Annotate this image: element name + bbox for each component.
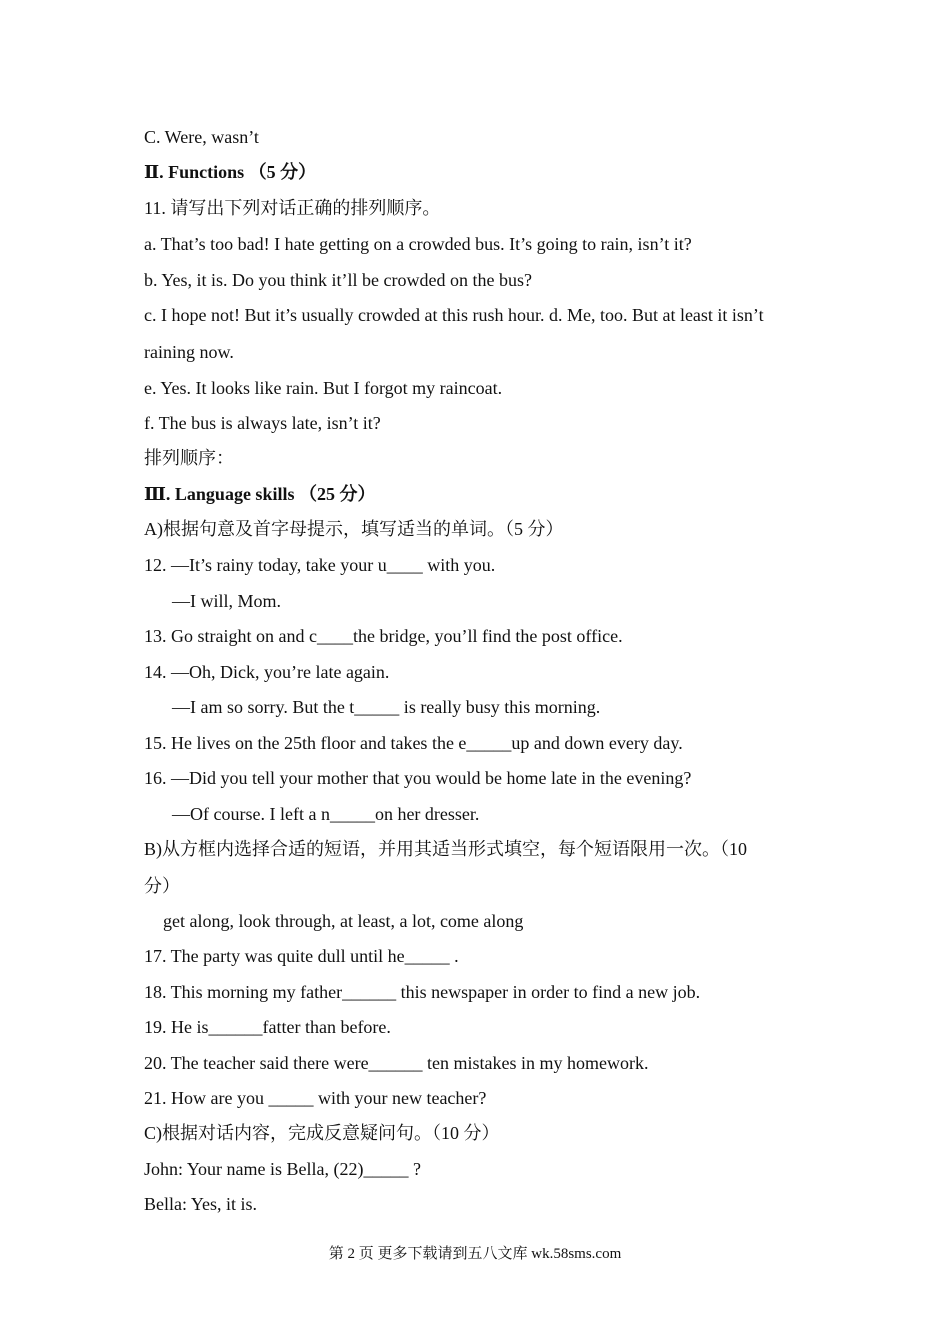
dialogue-line-f: f. The bus is always late, isn’t it? (144, 413, 381, 433)
question-18: 18. This morning my father______ this newspaper in order to find a new job. (144, 982, 701, 1002)
question-11: 11. 请写出下列对话正确的排列顺序。 (144, 198, 441, 218)
question-14-reply: —I am so sorry. But the t_____ is really busy this morning. (172, 697, 601, 717)
part-c-instruction: C)根据对话内容，完成反意疑问句。（10 分） (144, 1123, 500, 1143)
section-iii-heading: Ⅲ. Language skills （25 分） (144, 484, 376, 504)
part-b-instruction: B)从方框内选择合适的短语，并用其适当形式填空，每个短语限用一次。（10 (144, 839, 747, 859)
dialogue-line-e: e. Yes. It looks like rain. But I forgot my raincoat. (144, 378, 503, 398)
question-17: 17. The party was quite dull until he_____ . (144, 946, 459, 966)
dialogue-line-b: b. Yes, it is. Do you think it’ll be crowded on the bus? (144, 270, 532, 290)
question-12: 12. —It’s rainy today, take your u____ with you. (144, 555, 496, 575)
part-b-instruction-cont: 分） (144, 876, 180, 896)
question-19: 19. He is______fatter than before. (144, 1017, 391, 1037)
dialogue-line-c-d: c. I hope not! But it’s usually crowded at this rush hour. d. Me, too. But at least it isn’t (144, 305, 764, 325)
order-answer-label: 排列顺序： (144, 448, 234, 468)
option-c-line: C. Were, wasn’t (144, 127, 259, 147)
dialogue-bella: Bella: Yes, it is. (144, 1194, 258, 1214)
question-16: 16. —Did you tell your mother that you would be home late in the evening? (144, 768, 692, 788)
dialogue-line-c-d-cont: raining now. (144, 342, 234, 362)
section-ii-heading: Ⅱ. Functions （5 分） (144, 162, 317, 182)
question-21: 21. How are you _____ with your new teacher? (144, 1088, 487, 1108)
dialogue-john: John: Your name is Bella, (22)_____ ? (144, 1159, 421, 1179)
part-a-instruction: A)根据句意及首字母提示，填写适当的单词。（5 分） (144, 519, 564, 539)
dialogue-line-a: a. That’s too bad! I hate getting on a crowded bus. It’s going to rain, isn’t it? (144, 234, 692, 254)
question-20: 20. The teacher said there were______ ten mistakes in my homework. (144, 1053, 649, 1073)
question-13: 13. Go straight on and c____the bridge, you’ll find the post office. (144, 626, 623, 646)
question-15: 15. He lives on the 25th floor and takes the e_____up and down every day. (144, 733, 683, 753)
question-14: 14. —Oh, Dick, you’re late again. (144, 662, 390, 682)
question-16-reply: —Of course. I left a n_____on her dresser. (172, 804, 480, 824)
question-12-reply: —I will, Mom. (172, 591, 282, 611)
page-footer: 第 2 页 更多下载请到五八文库 wk.58sms.com (328, 1246, 622, 1262)
phrase-box: get along, look through, at least, a lot, come along (163, 911, 524, 931)
